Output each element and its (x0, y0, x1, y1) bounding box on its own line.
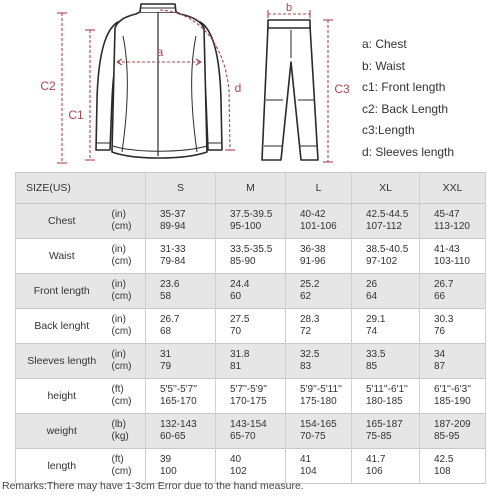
size-value-cell (146, 204, 216, 239)
unit-label: (cm) (111, 291, 132, 302)
legend-chest: a: Chest (362, 37, 407, 51)
size-value: 60-65 (160, 431, 186, 442)
row-units (108, 239, 146, 274)
table-header-row (16, 173, 486, 204)
row-label: Chest (16, 204, 108, 239)
legend-waist: b: Waist (362, 58, 405, 73)
legend-length: c3:Length (362, 123, 415, 137)
size-value-cell (420, 344, 486, 379)
size-value: 5'7''-5'9'' (230, 384, 268, 395)
row-label: length (16, 449, 108, 484)
size-value: 5'9''-5'11'' (300, 384, 342, 395)
size-value: 132-143 (160, 419, 197, 430)
size-value: 170-175 (230, 396, 267, 407)
unit-label: (in) (111, 314, 126, 325)
size-value: 89-94 (160, 221, 186, 232)
header-unit-spacer (108, 173, 146, 204)
size-value: 39 (160, 454, 172, 465)
size-value: 79-84 (160, 256, 186, 267)
size-value: 58 (160, 291, 172, 302)
size-value: 165-170 (160, 396, 197, 407)
size-value: 42.5-44.5 (366, 209, 409, 220)
size-value: 64 (366, 291, 378, 302)
size-value: 26.7 (434, 279, 454, 290)
size-value-cell (352, 309, 420, 344)
table-row (16, 239, 486, 274)
row-label: weight (16, 414, 108, 449)
size-value: 36-38 (300, 244, 326, 255)
c3-marker: C3 (334, 82, 350, 96)
table-row (16, 344, 486, 379)
chest-marker: a (156, 45, 164, 59)
size-value: 35-37 (160, 209, 186, 220)
size-value: 185-190 (434, 396, 471, 407)
row-units (108, 414, 146, 449)
unit-label: (in) (111, 349, 126, 360)
unit-label: (cm) (111, 326, 132, 337)
unit-label: (ft) (111, 454, 124, 465)
size-value-cell (420, 239, 486, 274)
size-value: 30.3 (434, 314, 454, 325)
size-value-cell (146, 449, 216, 484)
row-units (108, 449, 146, 484)
size-value: 34 (434, 349, 446, 360)
size-value: 41 (300, 454, 312, 465)
legend-front-length: c1: Front length (362, 80, 446, 94)
header-size-s: S (146, 173, 216, 204)
size-value: 75-85 (366, 431, 392, 442)
size-value-cell (352, 344, 420, 379)
size-value: 5'5''-5'7'' (160, 384, 198, 395)
size-value: 113-120 (434, 221, 470, 232)
table-row (16, 379, 486, 414)
size-value: 70 (230, 326, 242, 337)
size-value: 108 (434, 466, 451, 477)
size-value: 37.5-39.5 (230, 209, 273, 220)
size-value-cell (420, 309, 486, 344)
jacket-illustration (96, 4, 222, 158)
size-value: 76 (434, 326, 446, 337)
size-value-cell (216, 274, 286, 309)
legend-sleeves-length: d: Sleeves length (362, 144, 455, 159)
size-value-cell (352, 239, 420, 274)
header-size-xl: XL (352, 173, 420, 204)
size-value: 6'1''-6'3'' (434, 384, 472, 395)
size-value: 85-95 (434, 431, 460, 442)
unit-label: (cm) (111, 256, 132, 267)
size-value: 187-209 (434, 419, 471, 430)
size-value-cell (146, 274, 216, 309)
waist-marker: b (285, 2, 293, 14)
row-units (108, 344, 146, 379)
size-value: 23.6 (160, 279, 180, 290)
unit-label: (in) (111, 209, 126, 220)
size-value: 154-165 (300, 419, 337, 430)
size-value: 31 (160, 349, 172, 360)
table-row (16, 309, 486, 344)
size-value: 25.2 (300, 279, 320, 290)
size-value-cell (286, 344, 352, 379)
size-value: 85 (366, 361, 378, 372)
size-value: 100 (160, 466, 177, 477)
size-value-cell (146, 309, 216, 344)
size-value: 107-112 (366, 221, 402, 232)
size-value: 102 (230, 466, 247, 477)
size-value: 42.5 (434, 454, 454, 465)
size-value: 103-110 (434, 256, 470, 267)
unit-label: (cm) (111, 361, 132, 372)
unit-label: (lb) (111, 419, 126, 430)
header-size-l: L (286, 173, 352, 204)
size-value: 41-43 (434, 244, 460, 255)
size-value: 104 (300, 466, 317, 477)
size-value-cell (352, 449, 420, 484)
size-value-cell (420, 449, 486, 484)
size-value-cell (286, 309, 352, 344)
size-value: 68 (160, 326, 172, 337)
size-value-cell (420, 414, 486, 449)
size-value: 32.5 (300, 349, 320, 360)
header-size-m: M (216, 173, 286, 204)
size-value: 180-185 (366, 396, 403, 407)
legend-back-length: c2: Back Length (362, 101, 449, 116)
c1-marker: C1 (68, 108, 84, 122)
size-value: 74 (366, 326, 378, 337)
size-value: 29.1 (366, 314, 386, 325)
unit-label: (cm) (111, 396, 132, 407)
size-value-cell (146, 239, 216, 274)
size-value-cell (216, 239, 286, 274)
size-value: 31-33 (160, 244, 186, 255)
row-label: Sleeves length (16, 344, 108, 379)
size-value-cell (352, 204, 420, 239)
size-value-cell (420, 274, 486, 309)
c2-marker: C2 (40, 79, 56, 93)
size-value-cell (286, 379, 352, 414)
row-units (108, 309, 146, 344)
size-value: 91-96 (300, 256, 326, 267)
size-value-cell (146, 344, 216, 379)
row-label: Front length (16, 274, 108, 309)
size-value: 60 (230, 291, 242, 302)
size-value: 5'11''-6'1'' (366, 384, 408, 395)
size-value: 143-154 (230, 419, 267, 430)
measurement-legend (362, 34, 500, 163)
size-value: 79 (160, 361, 172, 372)
size-value-cell (420, 204, 486, 239)
size-value-cell (216, 379, 286, 414)
size-value-cell (146, 379, 216, 414)
unit-label: (cm) (111, 466, 132, 477)
unit-label: (kg) (111, 431, 129, 442)
size-value: 101-106 (300, 221, 337, 232)
size-chart-table (15, 172, 486, 484)
row-units (108, 204, 146, 239)
size-value-cell (216, 449, 286, 484)
size-value: 165-187 (366, 419, 403, 430)
unit-label: (cm) (111, 221, 132, 232)
size-value: 66 (434, 291, 446, 302)
size-value-cell (286, 239, 352, 274)
size-value: 72 (300, 326, 312, 337)
sleeve-marker: d (234, 81, 242, 95)
table-row (16, 414, 486, 449)
size-value-cell (352, 274, 420, 309)
size-value: 70-75 (300, 431, 326, 442)
size-value: 41.7 (366, 454, 386, 465)
size-value: 28.3 (300, 314, 320, 325)
row-units (108, 379, 146, 414)
size-value-cell (420, 379, 486, 414)
size-value: 83 (300, 361, 312, 372)
size-value: 106 (366, 466, 383, 477)
size-value: 85-90 (230, 256, 256, 267)
row-label: Waist (16, 239, 108, 274)
size-value: 45-47 (434, 209, 460, 220)
size-value-cell (286, 449, 352, 484)
unit-label: (ft) (111, 384, 124, 395)
size-value-cell (286, 274, 352, 309)
table-row (16, 204, 486, 239)
size-value-cell (286, 204, 352, 239)
size-value-cell (216, 309, 286, 344)
unit-label: (in) (111, 279, 126, 290)
row-label: height (16, 379, 108, 414)
size-value: 31.8 (230, 349, 250, 360)
size-value: 27.5 (230, 314, 250, 325)
size-value-cell (146, 414, 216, 449)
header-size-us: SIZE(US) (16, 173, 108, 204)
size-value-cell (216, 344, 286, 379)
pants-illustration (262, 20, 318, 160)
row-units (108, 274, 146, 309)
size-value: 38.5-40.5 (366, 244, 409, 255)
size-value: 97-102 (366, 256, 398, 267)
size-value-cell (216, 414, 286, 449)
table-row (16, 274, 486, 309)
size-value-cell (352, 379, 420, 414)
size-value: 40-42 (300, 209, 326, 220)
size-value: 24.4 (230, 279, 250, 290)
size-value-cell (352, 414, 420, 449)
remarks-note: Remarks:There may have 1-3cm Error due to the hand measure. (2, 480, 304, 492)
size-value: 87 (434, 361, 446, 372)
size-value: 81 (230, 361, 242, 372)
size-value: 26.7 (160, 314, 180, 325)
size-value: 95-100 (230, 221, 262, 232)
size-value-cell (286, 414, 352, 449)
size-value: 40 (230, 454, 242, 465)
size-value: 33.5-35.5 (230, 244, 273, 255)
size-value: 175-180 (300, 396, 337, 407)
table-row (16, 449, 486, 484)
size-value-cell (216, 204, 286, 239)
size-value: 26 (366, 279, 378, 290)
unit-label: (in) (111, 244, 126, 255)
size-value: 65-70 (230, 431, 256, 442)
size-value: 62 (300, 291, 312, 302)
row-label: Back lenght (16, 309, 108, 344)
header-size-xxl: XXL (420, 173, 486, 204)
size-value: 33.5 (366, 349, 386, 360)
